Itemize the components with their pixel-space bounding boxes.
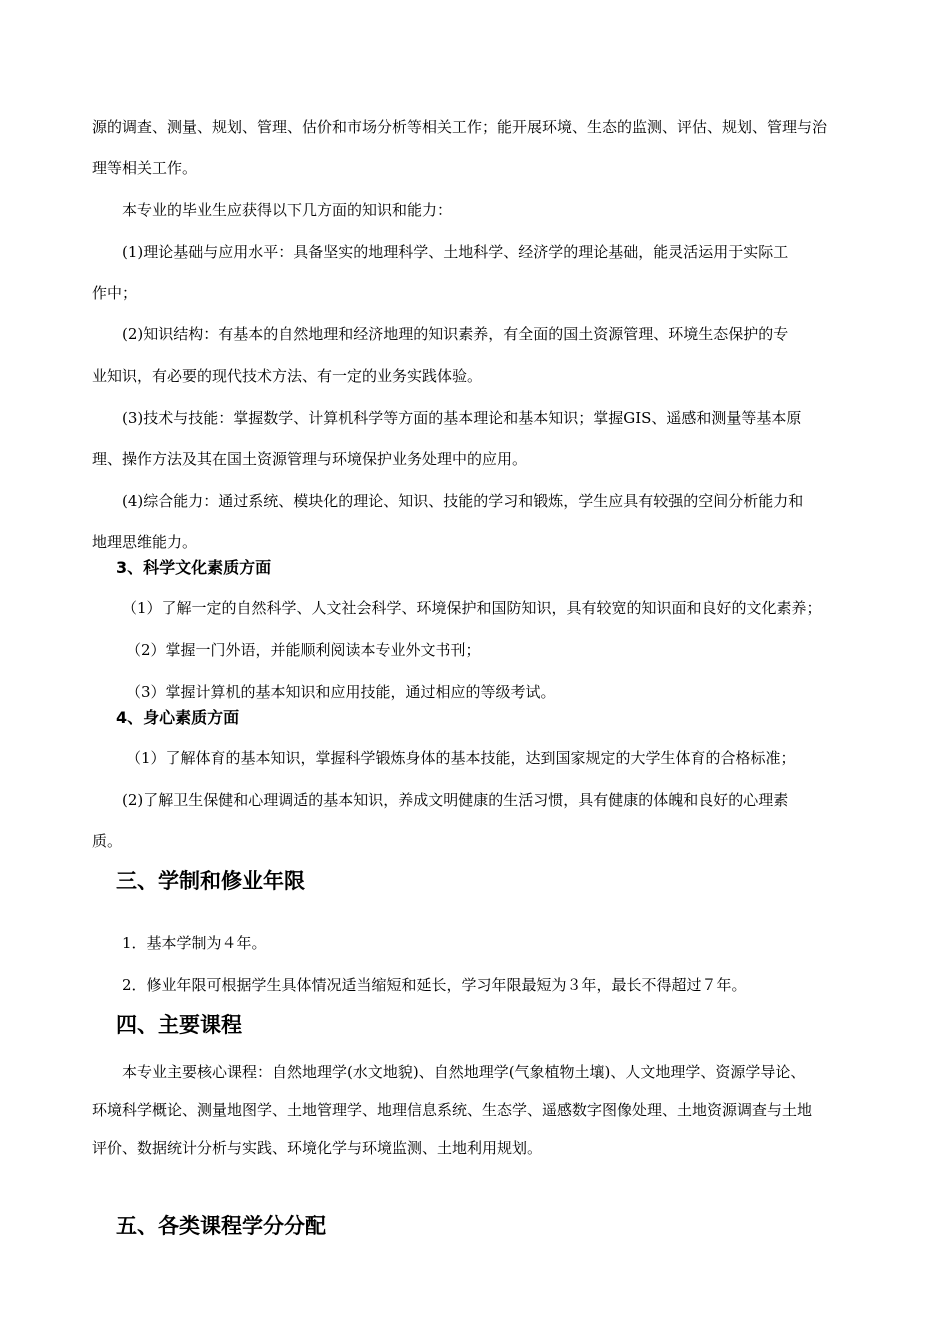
ability-2-line-1: (2)知识结构：有基本的自然地理和经济地理的知识素养，有全面的国土资源管理、环境生态保护的专 [122,325,789,343]
abilities-intro: 本专业的毕业生应获得以下几方面的知识和能力： [122,201,453,219]
ability-1-line-1: (1)理论基础与应用水平：具备坚实的地理科学、土地科学、经济学的理论基础，能灵活运用于实际工 [122,243,789,261]
section-4-item-2-line-1: (2)了解卫生保健和心理调适的基本知识，养成文明健康的生活习惯，具有健康的体魄和良好的心理素 [122,791,789,809]
ability-4-line-1: (4)综合能力：通过系统、模块化的理论、知识、技能的学习和锻炼，学生应具有较强的空间分析能力和 [122,492,804,510]
intro-line-1: 源的调查、测量、规划、管理、估价和市场分析等相关工作；能开展环境、生态的监测、评估、规划、管理与治 [92,118,828,136]
ability-3-line-2: 理、操作方法及其在国土资源管理与环境保护业务处理中的应用。 [92,450,528,468]
courses-line-1: 本专业主要核心课程：自然地理学(水文地貌)、自然地理学(气象植物土壤)、人文地理学、资源学导论、 [122,1063,806,1081]
courses-line-2: 环境科学概论、测量地图学、土地管理学、地理信息系统、生态学、遥感数字图像处理、土地资源调查与土地 [92,1101,813,1119]
courses-line-3: 评价、数据统计分析与实践、环境化学与环境监测、土地利用规划。 [92,1139,543,1157]
ability-4-line-2: 地理思维能力。 [92,533,198,551]
ability-3-line-1: (3)技术与技能：掌握数学、计算机科学等方面的基本理论和基本知识；掌握GIS、遥感和测量等基本原 [122,409,802,427]
section-3-item-3: （3）掌握计算机的基本知识和应用技能，通过相应的等级考试。 [126,683,556,701]
heading-study-years: 三、学制和修业年限 [116,869,305,893]
section-3-heading: 3、科学文化素质方面 [116,558,272,577]
section-4-item-1: （1）了解体育的基本知识，掌握科学锻炼身体的基本技能，达到国家规定的大学生体育的合格标准； [126,749,796,767]
section-4-item-2-line-2: 质。 [92,832,123,850]
section-4-heading: 4、身心素质方面 [116,708,240,727]
heading-credit-allocation: 五、各类课程学分分配 [116,1214,326,1238]
ability-2-line-2: 业知识，有必要的现代技术方法、有一定的业务实践体验。 [92,367,483,385]
study-years-item-1: 1．基本学制为４年。 [122,934,267,952]
intro-line-2: 理等相关工作。 [92,159,198,177]
section-3-item-2: （2）掌握一门外语，并能顺利阅读本专业外文书刊； [126,641,481,659]
study-years-item-2: 2．修业年限可根据学生具体情况适当缩短和延长，学习年限最短为３年，最长不得超过７年。 [122,976,747,994]
section-3-item-1: （1）了解一定的自然科学、人文社会科学、环境保护和国防知识，具有较宽的知识面和良好的文化素养； [122,599,822,617]
heading-main-courses: 四、主要课程 [116,1013,242,1037]
ability-1-line-2: 作中； [92,284,138,302]
